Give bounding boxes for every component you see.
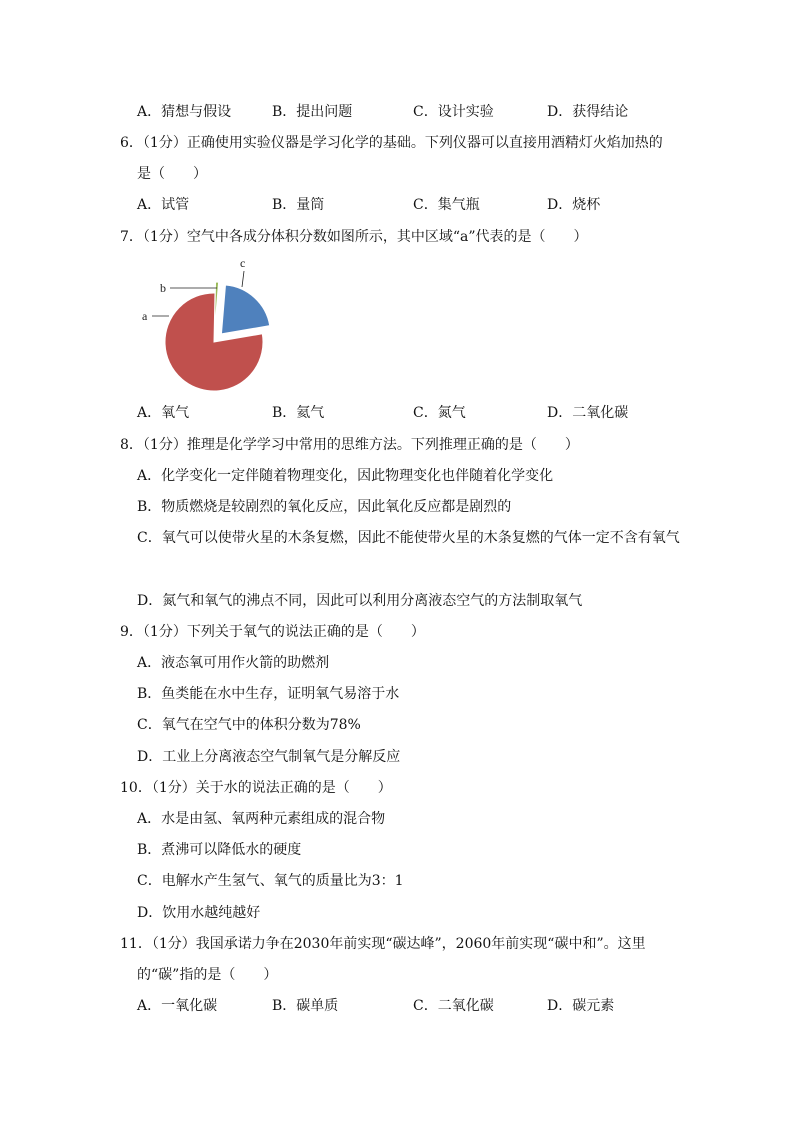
q7-option-b: B．氦气: [272, 405, 325, 421]
q11-option-a: A．一氧化碳: [137, 998, 218, 1014]
q8-stem: 8．（1分）推理是化学学习中常用的思维方法。下列推理正确的是（ ）: [120, 437, 579, 453]
q9-option-b: B．鱼类能在水中生存，证明氧气易溶于水: [137, 686, 400, 702]
air-composition-pie-chart: [130, 250, 290, 400]
pie-leader-c: [242, 271, 244, 287]
q6-option-c: C．集气瓶: [413, 197, 480, 213]
q5-option-d: D．获得结论: [547, 104, 629, 120]
q6-stem-line2: 是（ ）: [137, 166, 207, 182]
q7-option-c: C．氮气: [413, 405, 466, 421]
q11-option-c: C．二氧化碳: [413, 998, 494, 1014]
q6-option-d: D．烧杯: [547, 197, 601, 213]
pie-slice-c: [221, 285, 269, 334]
q10-stem: 10．（1分）关于水的说法正确的是（ ）: [120, 780, 392, 796]
q6-option-b: B．量筒: [272, 197, 325, 213]
q8-option-d: D．氮气和氧气的沸点不同，因此可以利用分离液态空气的方法制取氧气: [137, 593, 583, 609]
q10-option-c: C．电解水产生氢气、氧气的质量比为3：1: [137, 873, 404, 889]
q5-option-c: C．设计实验: [413, 104, 494, 120]
q6-stem-line1: 6．（1分）正确使用实验仪器是学习化学的基础。下列仪器可以直接用酒精灯火焰加热的: [120, 135, 663, 151]
pie-label-c: c: [240, 256, 246, 270]
q11-option-d: D．碳元素: [547, 998, 615, 1014]
q11-stem-line1: 11．（1分）我国承诺力争在2030年前实现“碳达峰”，2060年前实现“碳中和”。这里: [120, 936, 646, 952]
q9-option-c: C．氧气在空气中的体积分数为78%: [137, 717, 361, 733]
q10-option-d: D．饮用水越纯越好: [137, 905, 261, 921]
q9-stem: 9．（1分）下列关于氧气的说法正确的是（ ）: [120, 624, 425, 640]
q11-option-b: B．碳单质: [272, 998, 339, 1014]
q8-option-a: A．化学变化一定伴随着物理变化，因此物理变化也伴随着化学变化: [137, 468, 554, 484]
q9-option-d: D．工业上分离液态空气制氧气是分解反应: [137, 749, 401, 765]
q9-option-a: A．液态氧可用作火箭的助燃剂: [137, 655, 330, 671]
q8-option-b: B．物质燃烧是较剧烈的氧化反应，因此氧化反应都是剧烈的: [137, 499, 512, 515]
q8-option-c: C．氧气可以使带火星的木条复燃，因此不能使带火星的木条复燃的气体一定不含有氧气: [137, 530, 680, 546]
q5-option-b: B．提出问题: [272, 104, 353, 120]
q7-stem: 7．（1分）空气中各成分体积分数如图所示，其中区域“a”代表的是（ ）: [120, 229, 588, 245]
pie-label-b: b: [160, 281, 166, 295]
q5-option-a: A．猜想与假设: [137, 104, 232, 120]
q11-stem-line2: 的“碳”指的是（ ）: [137, 967, 278, 983]
q7-option-a: A．氧气: [137, 405, 190, 421]
q10-option-a: A．水是由氢、氧两种元素组成的混合物: [137, 811, 386, 827]
pie-label-a: a: [142, 309, 148, 323]
q10-option-b: B．煮沸可以降低水的硬度: [137, 842, 302, 858]
q6-option-a: A．试管: [137, 197, 190, 213]
q7-option-d: D．二氧化碳: [547, 405, 629, 421]
